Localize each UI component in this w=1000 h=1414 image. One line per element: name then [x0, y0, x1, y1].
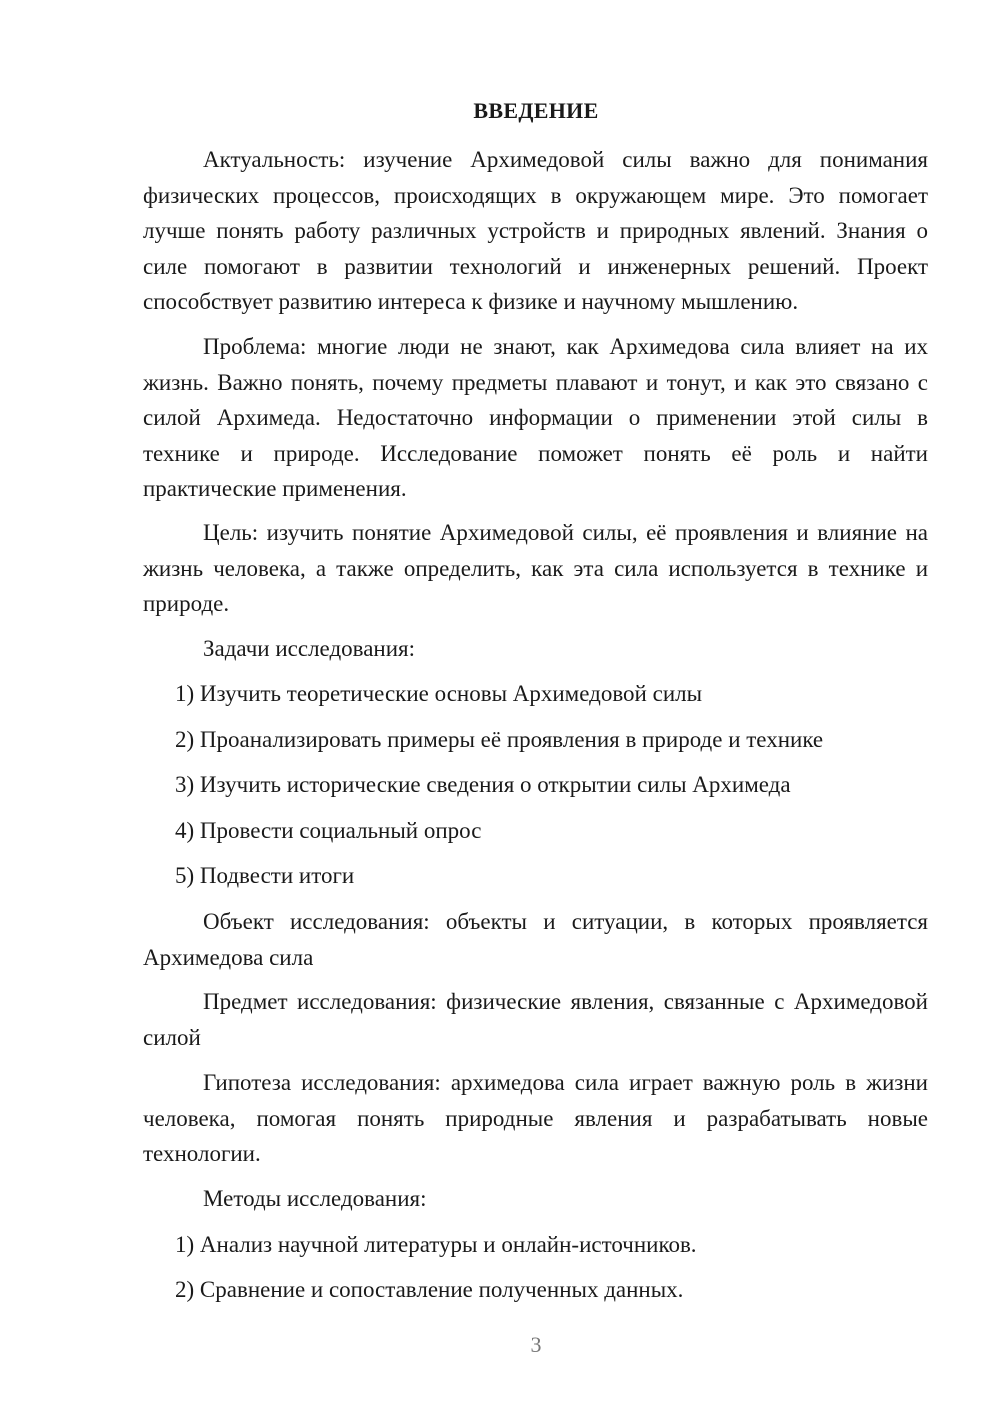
- page-number: 3: [530, 1332, 542, 1357]
- methods-heading: Методы исследования:: [203, 1186, 427, 1211]
- task-item-3: 3) Изучить исторические сведения о открытии силы Архимеда: [175, 772, 791, 797]
- task-item-5: 5) Подвести итоги: [175, 863, 355, 888]
- paragraph-problem: Проблема: многие люди не знают, как Архимедова сила влияет на их жизнь. Важно понять, почему предметы плавают и тонут, и как это связано с силой Архимеда. Недостаточно информации о применении этой силы в технике и природе. Исследование поможет понять её роль и найти практические применения.: [143, 334, 928, 501]
- paragraph-relevance: Актуальность: изучение Архимедовой силы важно для понимания физических процессов, происходящих в окружающем мире. Это помогает лучше понять работу различных устройств и природных явлений. Знания о силе помогают в развитии технологий и инженерных решений. Проект способствует развитию интереса к физике и научному мышлению.: [143, 147, 928, 314]
- paragraph-goal: Цель: изучить понятие Архимедовой силы, её проявления и влияние на жизнь человека, а также определить, как эта сила используется в технике и природе.: [143, 520, 928, 616]
- section-title: ВВЕДЕНИЕ: [473, 98, 599, 123]
- task-item-1: 1) Изучить теоретические основы Архимедовой силы: [175, 681, 703, 706]
- paragraph-object: Объект исследования: объекты и ситуации, в которых проявляется Архимедова сила: [143, 909, 928, 970]
- paragraph-hypothesis: Гипотеза исследования: архимедова сила играет важную роль в жизни человека, помогая понять природные явления и разрабатывать новые технологии.: [143, 1070, 928, 1166]
- task-item-4: 4) Провести социальный опрос: [175, 818, 482, 843]
- task-item-2: 2) Проанализировать примеры её проявления в природе и технике: [175, 727, 824, 752]
- paragraph-subject: Предмет исследования: физические явления, связанные с Архимедовой силой: [143, 989, 928, 1050]
- tasks-heading: Задачи исследования:: [203, 636, 416, 661]
- method-item-1: 1) Анализ научной литературы и онлайн-источников.: [175, 1232, 697, 1257]
- method-item-2: 2) Сравнение и сопоставление полученных данных.: [175, 1277, 684, 1302]
